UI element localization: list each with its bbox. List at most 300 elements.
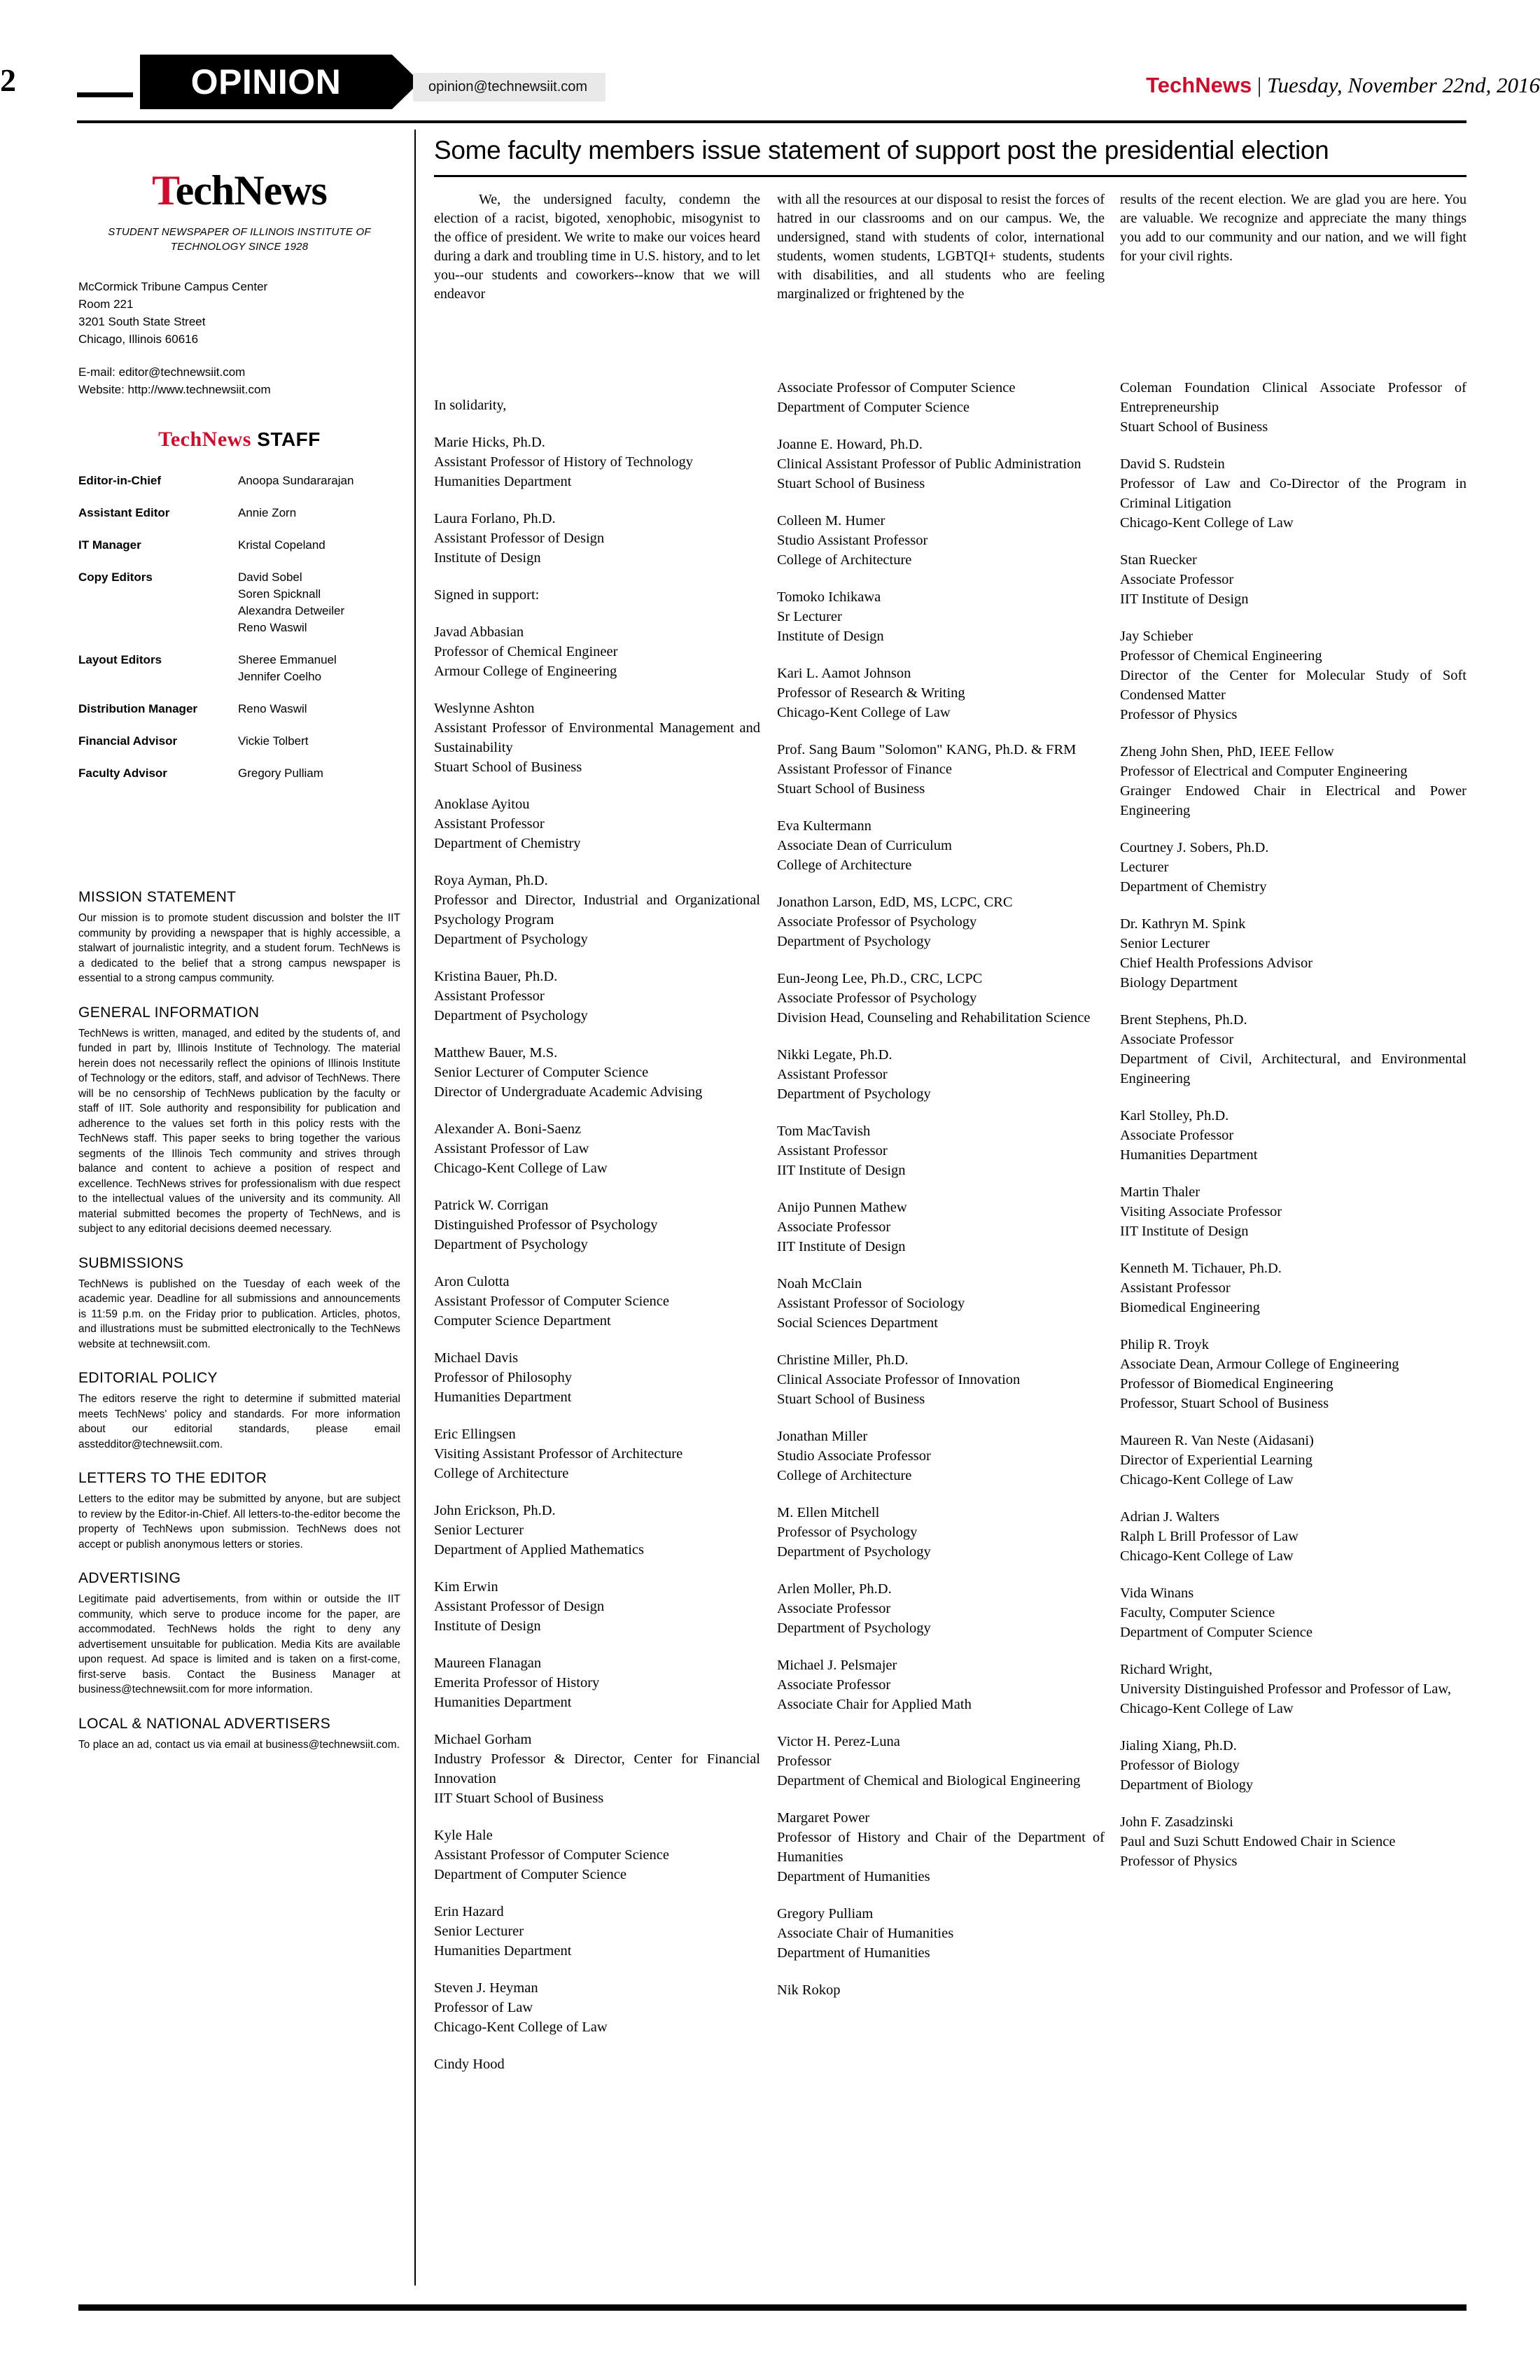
signatory-entry bbox=[434, 1348, 760, 1407]
signatory-name: Kari L. Aamot Johnson bbox=[777, 666, 911, 681]
signatory-affiliation: Department of Computer Science bbox=[777, 400, 969, 415]
signatory-name: Erin Hazard bbox=[434, 1904, 504, 1919]
rail-section-submissions bbox=[78, 1255, 400, 1352]
signatory-name: Michael Gorham bbox=[434, 1732, 532, 1747]
section-flag bbox=[140, 55, 420, 113]
signatory-entry bbox=[434, 433, 760, 491]
signatory-entry bbox=[777, 1198, 1105, 1256]
staff-name: Reno Waswil bbox=[238, 621, 307, 634]
signatory-affiliation: IIT Institute of Design bbox=[777, 1239, 906, 1254]
staff-names bbox=[238, 733, 400, 765]
address-line: Chicago, Illinois 60616 bbox=[78, 332, 199, 346]
signatory-entry bbox=[777, 1732, 1105, 1791]
signatory-title: Associate Professor of Psychology bbox=[777, 914, 977, 930]
signatory-affiliation-2: Professor of Physics bbox=[1120, 707, 1238, 722]
masthead-rule bbox=[77, 120, 1466, 123]
signatories-column-2 bbox=[777, 378, 1105, 2017]
signatory-entry bbox=[777, 664, 1105, 722]
signatory-affiliation: Biomedical Engineering bbox=[1120, 1300, 1260, 1315]
staff-name: Anoopa Sundararajan bbox=[238, 474, 354, 487]
staff-names bbox=[238, 505, 400, 537]
signatory-affiliation: Department of Psychology bbox=[777, 1620, 931, 1636]
signatory-name: David S. Rudstein bbox=[1120, 456, 1225, 472]
staff-name: Sheree Emmanuel bbox=[238, 653, 337, 666]
signatory-entry bbox=[777, 511, 1105, 570]
signatory-name: Michael Davis bbox=[434, 1350, 519, 1366]
contact-website[interactable]: Website: http://www.technewsiit.com bbox=[78, 383, 271, 396]
signatory-title: Coleman Foundation Clinical Associate Professor of Entrepreneurship bbox=[1120, 380, 1466, 415]
signatory-name: Michael J. Pelsmajer bbox=[777, 1658, 897, 1673]
dateline-separator: | bbox=[1256, 73, 1262, 97]
rail-section-body: Letters to the editor may be submitted by anyone, but are subject to review by the Editor-in-Chief. All letters-to-the-editor become the property of TechNews upon submission. TechNews does not accept or publish anonymous letters or stories. bbox=[78, 1493, 400, 1550]
signatory-affiliation: Chicago-Kent College of Law bbox=[777, 705, 951, 720]
signatory-affiliation: Professor of Physics bbox=[1120, 1854, 1238, 1869]
signatory-title: Studio Associate Professor bbox=[777, 1448, 931, 1464]
signatory-title: Associate Dean, Armour College of Engineering bbox=[1120, 1357, 1399, 1372]
rail-section-letters-to-the-editor bbox=[78, 1470, 400, 1552]
signatory-title: Emerita Professor of History bbox=[434, 1675, 600, 1690]
signatory-entry bbox=[777, 1503, 1105, 1562]
signatory-entry bbox=[1120, 1335, 1466, 1413]
logo-red-initial: T bbox=[152, 167, 176, 214]
signatory-name: Philip R. Troyk bbox=[1120, 1337, 1210, 1352]
address-line: Room 221 bbox=[78, 298, 134, 311]
signatory-affiliation: Chicago-Kent College of Law bbox=[1120, 1472, 1294, 1488]
signatory-entry bbox=[434, 871, 760, 949]
staff-row bbox=[78, 701, 400, 733]
signatory-title: Distinguished Professor of Psychology bbox=[434, 1217, 658, 1233]
signatory-affiliation: Social Sciences Department bbox=[777, 1315, 938, 1331]
staff-names bbox=[238, 765, 400, 797]
signatory-name: Tomoko Ichikawa bbox=[777, 589, 881, 605]
dateline-date: Tuesday, November 22nd, 2016 bbox=[1266, 73, 1540, 97]
signatory-affiliation: College of Architecture bbox=[777, 858, 912, 873]
signatory-affiliation: Division Head, Counseling and Rehabilitation Science bbox=[777, 1010, 1091, 1026]
page-number: 2 bbox=[0, 62, 16, 98]
signatory-affiliation: Director of the Center for Molecular Study of Soft Condensed Matter bbox=[1120, 668, 1466, 703]
signatory-affiliation: Stuart School of Business bbox=[777, 781, 925, 797]
staff-row bbox=[78, 472, 400, 505]
rail-section-editorial-policy bbox=[78, 1370, 400, 1452]
signatory-name: Martin Thaler bbox=[1120, 1184, 1200, 1200]
signatory-affiliation: College of Architecture bbox=[777, 1468, 912, 1483]
signatory-affiliation: Department of Applied Mathematics bbox=[434, 1542, 645, 1558]
staff-row bbox=[78, 652, 400, 701]
rail-section-heading: SUBMISSIONS bbox=[78, 1254, 184, 1271]
office-address bbox=[78, 278, 400, 348]
signatory-title: Assistant Professor of Environmental Management and Sustainability bbox=[434, 720, 760, 755]
signatory-title: Professor of Research & Writing bbox=[777, 685, 965, 701]
signatory-title: Professor of Law bbox=[434, 2000, 533, 2015]
headline-rule bbox=[434, 175, 1466, 177]
signatory-name: Jialing Xiang, Ph.D. bbox=[1120, 1738, 1237, 1754]
signatory-entry bbox=[1120, 914, 1466, 993]
signatory-affiliation: Computer Science Department bbox=[434, 1313, 611, 1329]
signatory-affiliation: Chicago-Kent College of Law bbox=[434, 2019, 608, 2035]
signatory-name: Alexander A. Boni-Saenz bbox=[434, 1121, 582, 1137]
page-number-rule bbox=[77, 92, 133, 97]
rail-section-body: TechNews is written, managed, and edited by the students of, and funded in part by, Illinois Institute of Technology. The material herein does not necessarily reflect the opinions of Illinois Institute of Technology or the editors, staff, and advisor of TechNews. There will be no censorship of TechNews publication by the faculty or staff of IIT. Sole authority and responsibility for publication and adherence to the values set forth in this policy rests with the TechNews staff. This paper seeks to bring together the various segments of the Illinois Tech community and strives through balance and content to achieve a position of respect and excellence. TechNews strives for professionalism with due respect to the intellectual values of the university and its community. All material submitted becomes the property of TechNews, and is subject to any editorial decisions deemed necessary. bbox=[78, 1027, 400, 1235]
staff-role: Financial Advisor bbox=[78, 734, 178, 748]
signatory-title: Associate Chair of Humanities bbox=[777, 1926, 954, 1941]
staff-name: Alexandra Detweiler bbox=[238, 604, 345, 617]
signatory-title: Visiting Associate Professor bbox=[1120, 1204, 1282, 1219]
staff-heading-rest: STAFF bbox=[251, 428, 321, 450]
rail-section-body: To place an ad, contact us via email at business@technewsiit.com. bbox=[78, 1738, 400, 1751]
signed-in-support-label: Signed in support: bbox=[434, 587, 540, 603]
staff-row bbox=[78, 733, 400, 765]
signatory-affiliation: Institute of Design bbox=[434, 1618, 541, 1634]
signatory-title: Faculty, Computer Science bbox=[1120, 1605, 1275, 1620]
rail-section-heading: LOCAL & NATIONAL ADVERTISERS bbox=[78, 1715, 331, 1732]
logo-rest: echNews bbox=[175, 167, 327, 214]
staff-name: Kristal Copeland bbox=[238, 538, 326, 552]
dateline bbox=[1146, 73, 1540, 98]
signatory-name: Maureen R. Van Neste (Aidasani) bbox=[1120, 1433, 1314, 1448]
signatory-title: Professor bbox=[777, 1754, 832, 1769]
staff-names bbox=[238, 569, 400, 652]
signatory-title: Assistant Professor bbox=[434, 988, 545, 1004]
signatory-title: Professor of Chemical Engineer bbox=[434, 644, 618, 659]
signatory-name: Matthew Bauer, M.S. bbox=[434, 1045, 558, 1060]
signatory-name: Arlen Moller, Ph.D. bbox=[777, 1581, 892, 1597]
rail-section-body: Our mission is to promote student discussion and bolster the IIT community by providing a newspaper that is highly accessible, a stalwart of journalistic integrity, and a student forum. TechNews is a dedicated to the belief that a strong campus newspaper is essential to a strong campus community. bbox=[78, 912, 400, 984]
signatory-affiliation: IIT Institute of Design bbox=[1120, 1224, 1249, 1239]
signatory-entry bbox=[1120, 378, 1466, 437]
signatory-name: Dr. Kathryn M. Spink bbox=[1120, 916, 1246, 932]
signatory-affiliation: Professor of Biomedical Engineering bbox=[1120, 1376, 1334, 1392]
signatory-title: University Distinguished Professor and Professor of Law, bbox=[1120, 1681, 1451, 1697]
signatory-affiliation: Department of Biology bbox=[1120, 1777, 1254, 1793]
signatory-entry bbox=[777, 1904, 1105, 1963]
signatory-affiliation: Department of Psychology bbox=[434, 1237, 588, 1252]
signatory-title: Industry Professor & Director, Center for Financial Innovation bbox=[434, 1751, 760, 1786]
signatory-title: Clinical Assistant Professor of Public Administration bbox=[777, 456, 1082, 472]
signatory-affiliation: Humanities Department bbox=[434, 1390, 572, 1405]
signatory-name: Kristina Bauer, Ph.D. bbox=[434, 969, 558, 984]
signatory-affiliation-2: Professor, Stuart School of Business bbox=[1120, 1396, 1329, 1411]
signatory-entry bbox=[1120, 1431, 1466, 1490]
section-email-tag[interactable]: opinion@technewsiit.com bbox=[413, 73, 606, 102]
signatory-name: Brent Stephens, Ph.D. bbox=[1120, 1012, 1247, 1028]
signatory-affiliation: Department of Humanities bbox=[777, 1869, 930, 1884]
signatory-entry bbox=[1120, 1660, 1466, 1718]
signatory-affiliation: Grainger Endowed Chair in Electrical and Power Engineering bbox=[1120, 783, 1466, 818]
signatory-entry bbox=[1120, 1583, 1466, 1642]
signatory-title: Professor of Chemical Engineering bbox=[1120, 648, 1322, 664]
signatory-name: Colleen M. Humer bbox=[777, 513, 886, 528]
signatory-title: Lecturer bbox=[1120, 860, 1169, 875]
signatory-affiliation: Department of Psychology bbox=[434, 1008, 588, 1023]
staff-names bbox=[238, 652, 400, 701]
staff-name: Jennifer Coelho bbox=[238, 670, 322, 683]
section-flag-label: OPINION bbox=[190, 62, 342, 102]
rail-section-body: Legitimate paid advertisements, from within or outside the IIT community, which serve to produce income for the paper, are accommodated. TechNews holds the right to deny any advertisement unsuitable for publication. Media Kits are available upon request. Ad space is limited and is taken on a first-come, first-serve basis. Contact the Business Manager at business@technewsiit.com for more information. bbox=[78, 1593, 400, 1695]
signatory-title: Clinical Associate Professor of Innovation bbox=[777, 1372, 1021, 1387]
signatory-affiliation: Stuart School of Business bbox=[777, 1392, 925, 1407]
signatory-affiliation: Department of Psychology bbox=[777, 1544, 931, 1560]
signatory-entry bbox=[1120, 1182, 1466, 1241]
signatory-name: Marie Hicks, Ph.D. bbox=[434, 435, 545, 450]
signatory-entry bbox=[434, 1424, 760, 1483]
technews-logo bbox=[78, 167, 400, 215]
signatory-title: Visiting Assistant Professor of Architecture bbox=[434, 1446, 683, 1462]
staff-names bbox=[238, 472, 400, 505]
staff-role: Assistant Editor bbox=[78, 506, 170, 519]
signatory-name: Jonathan Miller bbox=[777, 1429, 868, 1444]
signatory-entry bbox=[777, 1274, 1105, 1333]
signatory-name: Maureen Flanagan bbox=[434, 1656, 542, 1671]
column-divider bbox=[414, 130, 416, 2286]
signatory-name: Vida Winans bbox=[1120, 1586, 1194, 1601]
signatory-affiliation: Stuart School of Business bbox=[434, 760, 582, 775]
signatory-name: John F. Zasadzinski bbox=[1120, 1814, 1233, 1830]
rail-section-mission bbox=[78, 889, 400, 986]
signatory-affiliation: Department of Civil, Architectural, and Environmental Engineering bbox=[1120, 1051, 1466, 1086]
signatory-entry bbox=[1120, 742, 1466, 820]
contact-info bbox=[78, 363, 400, 398]
signatory-title: Associate Professor bbox=[777, 1219, 891, 1235]
signatory-affiliation: Institute of Design bbox=[434, 550, 541, 566]
signatory-name: Aron Culotta bbox=[434, 1274, 510, 1289]
signatory-name: John Erickson, Ph.D. bbox=[434, 1503, 556, 1518]
signatory-entry bbox=[777, 587, 1105, 646]
signatory-affiliation: IIT Stuart School of Business bbox=[434, 1791, 604, 1806]
signatory-title: Ralph L Brill Professor of Law bbox=[1120, 1529, 1298, 1544]
signatory-title: Associate Professor bbox=[1120, 1128, 1234, 1143]
staff-row bbox=[78, 537, 400, 569]
lead-text: with all the resources at our disposal to resist the forces of hatred in our classrooms and on our campus. We, the undersigned, stand with students of color, international students, women students, LGBTQI+ students, students with disabilities, and all students who are feeling marginalized or frightened by the bbox=[777, 192, 1105, 302]
signatory-name: Nikki Legate, Ph.D. bbox=[777, 1047, 892, 1063]
signatory-entry bbox=[777, 969, 1105, 1028]
signatory-name: Eva Kultermann bbox=[777, 818, 872, 834]
left-rail bbox=[78, 147, 400, 1752]
signatory-entry bbox=[434, 794, 760, 853]
staff-names bbox=[238, 537, 400, 569]
signatory-entry bbox=[777, 378, 1105, 417]
article-lead-column-3 bbox=[1120, 190, 1466, 266]
signatory-affiliation: Department of Computer Science bbox=[1120, 1625, 1312, 1640]
signatory-title: Professor of Law and Co-Director of the Program in Criminal Litigation bbox=[1120, 476, 1466, 511]
signatory-entry bbox=[434, 1043, 760, 1102]
signatory-title: Associate Dean of Curriculum bbox=[777, 838, 952, 853]
signatory-name: Patrick W. Corrigan bbox=[434, 1198, 549, 1213]
page-bottom-rule bbox=[78, 2304, 1466, 2311]
signatory-name: Steven J. Heyman bbox=[434, 1980, 538, 1996]
staff-role: IT Manager bbox=[78, 538, 141, 552]
signatory-title: Assistant Professor bbox=[777, 1143, 888, 1158]
tagline: STUDENT NEWSPAPER OF ILLINOIS INSTITUTE OF TECHNOLOGY SINCE 1928 bbox=[108, 226, 371, 253]
signatory-name: Laura Forlano, Ph.D. bbox=[434, 511, 556, 526]
rail-section-heading: EDITORIAL POLICY bbox=[78, 1370, 218, 1386]
signatory-name: Karl Stolley, Ph.D. bbox=[1120, 1108, 1229, 1124]
signatory-title: Studio Assistant Professor bbox=[777, 533, 928, 548]
signatory-entry bbox=[777, 892, 1105, 951]
lead-text: We, the undersigned faculty, condemn the election of a racist, bigoted, xenophobic, misogynist to the office of president. We write to make our voices heard during a dark and troubling time in U.S. history, and to let you--our students and coworkers--know that we will endeavor bbox=[434, 192, 760, 302]
signatory-entry bbox=[434, 1730, 760, 1808]
signatory-entry bbox=[434, 1577, 760, 1636]
rail-section-heading: ADVERTISING bbox=[78, 1570, 181, 1586]
signatory-entry bbox=[1120, 1106, 1466, 1165]
signatories-column-1 bbox=[434, 396, 760, 2092]
signatory-name: Joanne E. Howard, Ph.D. bbox=[777, 437, 923, 452]
signatory-title: Director of Experiential Learning bbox=[1120, 1452, 1312, 1468]
signatory-name: Cindy Hood bbox=[434, 2057, 505, 2072]
signatory-affiliation: Department of Humanities bbox=[777, 1945, 930, 1961]
staff-name: Reno Waswil bbox=[238, 702, 307, 715]
staff-table bbox=[78, 472, 400, 797]
signatory-name: Anoklase Ayitou bbox=[434, 797, 530, 812]
rail-section-heading: GENERAL INFORMATION bbox=[78, 1004, 260, 1021]
signatory-title: Senior Lecturer of Computer Science bbox=[434, 1065, 649, 1080]
signatory-affiliation: Stuart School of Business bbox=[777, 476, 925, 491]
signatory-entry bbox=[434, 2054, 760, 2074]
signatory-name: Anijo Punnen Mathew bbox=[777, 1200, 907, 1215]
staff-name: David Sobel bbox=[238, 570, 302, 584]
signatory-entry bbox=[434, 1653, 760, 1712]
staff-name: Annie Zorn bbox=[238, 506, 297, 519]
signatory-name: Roya Ayman, Ph.D. bbox=[434, 873, 548, 888]
address-line: McCormick Tribune Campus Center bbox=[78, 280, 268, 293]
signatory-affiliation: Armour College of Engineering bbox=[434, 664, 617, 679]
signatory-entry bbox=[434, 622, 760, 681]
signatory-name: Zheng John Shen, PhD, IEEE Fellow bbox=[1120, 744, 1334, 760]
staff-role: Copy Editors bbox=[78, 570, 153, 584]
staff-row bbox=[78, 569, 400, 652]
article-headline: Some faculty members issue statement of support post the presidential election bbox=[434, 136, 1329, 164]
signatory-title: Assistant Professor of Computer Science bbox=[434, 1294, 669, 1309]
signatory-name: Courtney J. Sobers, Ph.D. bbox=[1120, 840, 1269, 855]
signatory-affiliation: IIT Institute of Design bbox=[1120, 592, 1249, 607]
contact-email[interactable]: E-mail: editor@technewsiit.com bbox=[78, 365, 246, 379]
rail-section-body: The editors reserve the right to determine if submitted material meets TechNews' policy and standards. For more information about our editorial standards, please email asstedditor@technewsiit.com. bbox=[78, 1393, 400, 1450]
signatory-name: Kenneth M. Tichauer, Ph.D. bbox=[1120, 1261, 1282, 1276]
signatory-affiliation: Humanities Department bbox=[434, 1943, 572, 1959]
signatory-name: Margaret Power bbox=[777, 1810, 870, 1826]
signatory-name: Eun-Jeong Lee, Ph.D., CRC, LCPC bbox=[777, 971, 983, 986]
signatory-title: Assistant Professor of Law bbox=[434, 1141, 589, 1156]
signatory-title: Professor of Biology bbox=[1120, 1758, 1240, 1773]
staff-role: Layout Editors bbox=[78, 653, 162, 666]
staff-name: Soren Spicknall bbox=[238, 587, 321, 601]
signatory-title: Assistant Professor of Design bbox=[434, 1599, 605, 1614]
signatory-name: Eric Ellingsen bbox=[434, 1427, 516, 1442]
signatory-name: Noah McClain bbox=[777, 1276, 862, 1292]
signatory-affiliation: Chief Health Professions Advisor bbox=[1120, 955, 1313, 971]
signatory-title: Assistant Professor bbox=[777, 1067, 888, 1082]
signatory-affiliation: Stuart School of Business bbox=[1120, 419, 1268, 435]
address-line: 3201 South State Street bbox=[78, 315, 206, 328]
signatory-title: Professor of Psychology bbox=[777, 1525, 918, 1540]
article-lead-column-1 bbox=[434, 190, 760, 304]
signatory-affiliation: Chicago-Kent College of Law bbox=[1120, 1701, 1294, 1716]
signatory-entry bbox=[434, 1272, 760, 1331]
signatory-entry bbox=[777, 816, 1105, 875]
signatory-affiliation: Director of Undergraduate Academic Advising bbox=[434, 1084, 703, 1100]
staff-row bbox=[78, 765, 400, 797]
signatory-title: Assistant Professor of Sociology bbox=[777, 1296, 965, 1311]
signatory-affiliation: College of Architecture bbox=[777, 552, 912, 568]
signatory-title: Assistant Professor bbox=[1120, 1280, 1231, 1296]
signatory-affiliation: Department of Chemistry bbox=[1120, 879, 1267, 895]
signatories-column-3 bbox=[1120, 378, 1466, 1889]
signatory-entry bbox=[434, 1978, 760, 2037]
signatory-entry bbox=[777, 1121, 1105, 1180]
signatory-entry bbox=[1120, 1736, 1466, 1795]
signatory-affiliation: Institute of Design bbox=[777, 629, 884, 644]
signatory-affiliation: Chicago-Kent College of Law bbox=[1120, 1548, 1294, 1564]
signatory-affiliation: Department of Psychology bbox=[777, 934, 931, 949]
signatory-name: Weslynne Ashton bbox=[434, 701, 535, 716]
signatory-affiliation: Department of Chemical and Biological Engineering bbox=[777, 1773, 1081, 1788]
signatory-entry bbox=[777, 1045, 1105, 1104]
signatory-name: Prof. Sang Baum "Solomon" KANG, Ph.D. & FRM bbox=[777, 742, 1077, 757]
signatory-name: Javad Abbasian bbox=[434, 624, 524, 640]
signatory-name: Kim Erwin bbox=[434, 1579, 498, 1595]
staff-row bbox=[78, 505, 400, 537]
signatory-title: Professor of Electrical and Computer Engineering bbox=[1120, 764, 1408, 779]
signatory-title: Assistant Professor bbox=[434, 816, 545, 832]
signatory-title: Paul and Suzi Schutt Endowed Chair in Science bbox=[1120, 1834, 1396, 1849]
signatory-affiliation: Associate Chair for Applied Math bbox=[777, 1697, 972, 1712]
signatory-entry bbox=[434, 1196, 760, 1254]
signatory-entry bbox=[1120, 838, 1466, 897]
signatory-entry bbox=[777, 740, 1105, 799]
signatory-title: Senior Lecturer bbox=[434, 1924, 524, 1939]
rail-section-local-national-advertisers bbox=[78, 1716, 400, 1753]
signatory-title: Associate Professor bbox=[1120, 572, 1234, 587]
signatory-entry bbox=[434, 1902, 760, 1961]
rail-section-general-information bbox=[78, 1004, 400, 1237]
staff-heading bbox=[78, 428, 400, 451]
signatory-affiliation: Department of Psychology bbox=[434, 932, 588, 947]
signatory-entry bbox=[434, 1826, 760, 1884]
signatory-affiliation: Humanities Department bbox=[1120, 1147, 1258, 1163]
rail-section-heading: MISSION STATEMENT bbox=[78, 889, 237, 905]
signatory-title: Associate Professor bbox=[777, 1601, 891, 1616]
signatory-name: Gregory Pulliam bbox=[777, 1906, 874, 1921]
signatory-name: Stan Ruecker bbox=[1120, 552, 1197, 568]
signatory-title: Professor and Director, Industrial and Organizational Psychology Program bbox=[434, 892, 760, 927]
signatory-affiliation: IIT Institute of Design bbox=[777, 1163, 906, 1178]
signatory-entry bbox=[434, 1119, 760, 1178]
signatory-title: Assistant Professor of Computer Science bbox=[434, 1847, 669, 1863]
dateline-brand: TechNews bbox=[1146, 73, 1252, 97]
signatory-title: Associate Professor bbox=[1120, 1032, 1234, 1047]
signatory-entry bbox=[434, 967, 760, 1026]
rail-section-heading: LETTERS TO THE EDITOR bbox=[78, 1470, 267, 1486]
signatory-entry bbox=[777, 1656, 1105, 1714]
staff-heading-brand: TechNews bbox=[158, 428, 251, 451]
signatory-title: Sr Lecturer bbox=[777, 609, 842, 624]
staff-names bbox=[238, 701, 400, 733]
signatory-entry bbox=[777, 1350, 1105, 1409]
rail-section-advertising bbox=[78, 1570, 400, 1698]
signatory-entry bbox=[1120, 454, 1466, 533]
signatory-affiliation-2: Biology Department bbox=[1120, 975, 1238, 990]
signatory-name: Jonathon Larson, EdD, MS, LCPC, CRC bbox=[777, 895, 1013, 910]
signatory-affiliation: Department of Psychology bbox=[777, 1086, 931, 1102]
signatory-entry bbox=[434, 509, 760, 568]
signatory-name: Nik Rokop bbox=[777, 1982, 841, 1998]
signatory-affiliation: Humanities Department bbox=[434, 474, 572, 489]
signatory-title: Assistant Professor of History of Technology bbox=[434, 454, 694, 470]
signatory-title: Professor of Philosophy bbox=[434, 1370, 573, 1385]
signatory-title: Associate Professor bbox=[777, 1677, 891, 1693]
signatory-name: Tom MacTavish bbox=[777, 1124, 871, 1139]
lead-text: results of the recent election. We are glad you are here. You are valuable. We recognize and appreciate the many things you add to our community and our nation, and we will fight for your civil rights. bbox=[1120, 192, 1466, 264]
signatory-title: Senior Lecturer bbox=[434, 1522, 524, 1538]
